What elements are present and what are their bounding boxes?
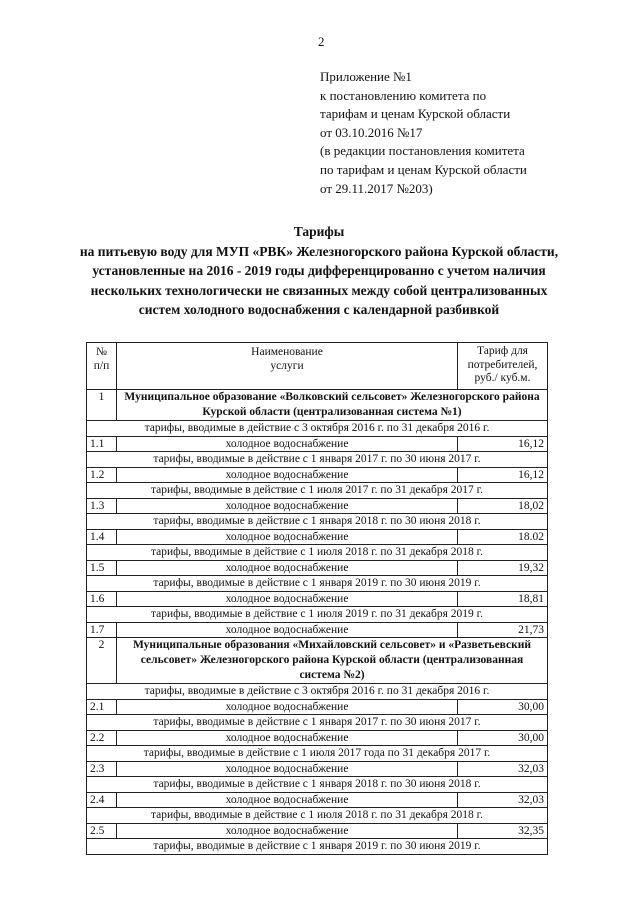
section-number: 2	[87, 638, 117, 684]
row-number: 1.5	[87, 560, 117, 576]
period-text: тарифы, вводимые в действие с 3 октября 2016 г. по 31 декабря 2016 г.	[87, 684, 548, 700]
tariff-value: 30,00	[458, 730, 548, 746]
period-text: тарифы, вводимые в действие с 1 января 2017 г. по 30 июня 2017 г.	[87, 715, 548, 731]
tariff-value: 30,00	[458, 699, 548, 715]
tariff-value: 16,12	[458, 467, 548, 483]
period-text: тарифы, вводимые в действие с 1 июля 2017 г. по 31 декабря 2017 г.	[87, 483, 548, 499]
period-text: тарифы, вводимые в действие с 3 октября 2016 г. по 31 декабря 2016 г.	[87, 421, 548, 437]
row-number: 1.2	[87, 467, 117, 483]
section-title: Муниципальные образования «Михайловский сельсовет» и «Разветьевский сельсовет» Железногорского района Курской области (централизованная система №2)	[117, 638, 548, 684]
service-name: холодное водоснабжение	[117, 529, 458, 545]
period-row	[87, 746, 548, 762]
period-row	[87, 808, 548, 824]
header-num: № п/п	[87, 343, 117, 390]
title-heading: Тарифы	[293, 224, 345, 239]
period-row	[87, 576, 548, 592]
period-row	[87, 545, 548, 561]
table-row	[87, 591, 548, 607]
service-name: холодное водоснабжение	[117, 622, 458, 638]
row-number: 1.1	[87, 436, 117, 452]
tariff-value: 18.02	[458, 529, 548, 545]
period-text: тарифы, вводимые в действие с 1 января 2018 г. по 30 июня 2018 г.	[87, 777, 548, 793]
table-row	[87, 529, 548, 545]
service-name: холодное водоснабжение	[117, 792, 458, 808]
table-row	[87, 730, 548, 746]
row-number: 2.4	[87, 792, 117, 808]
period-row	[87, 684, 548, 700]
table-row	[87, 560, 548, 576]
row-number: 1.4	[87, 529, 117, 545]
period-row	[87, 514, 548, 530]
tariff-value: 19,32	[458, 560, 548, 576]
service-name: холодное водоснабжение	[117, 591, 458, 607]
appendix-line: по тарифам и ценам Курской области	[320, 161, 527, 177]
service-name: холодное водоснабжение	[117, 436, 458, 452]
tariff-value: 16,12	[458, 436, 548, 452]
table-row	[87, 761, 548, 777]
period-row	[87, 421, 548, 437]
period-text: тарифы, вводимые в действие с 1 июля 2018 г. по 31 декабря 2018 г.	[87, 545, 548, 561]
tariff-value: 21,73	[458, 622, 548, 638]
row-number: 1.7	[87, 622, 117, 638]
appendix-line: от 03.10.2016 №17	[320, 124, 423, 140]
row-number: 2.2	[87, 730, 117, 746]
period-row	[87, 777, 548, 793]
service-name: холодное водоснабжение	[117, 699, 458, 715]
period-text: тарифы, вводимые в действие с 1 января 2019 г. по 30 июня 2019 г.	[87, 839, 548, 855]
row-number: 2.3	[87, 761, 117, 777]
row-number: 2.5	[87, 823, 117, 839]
table-row	[87, 823, 548, 839]
tariff-value: 32,35	[458, 823, 548, 839]
service-name: холодное водоснабжение	[117, 467, 458, 483]
period-row	[87, 607, 548, 623]
table-row	[87, 792, 548, 808]
period-text: тарифы, вводимые в действие с 1 января 2019 г. по 30 июня 2019 г.	[87, 576, 548, 592]
appendix-line: от 29.11.2017 №203)	[320, 180, 433, 196]
appendix-line: к постановлению комитета по	[320, 87, 487, 103]
row-number: 2.1	[87, 699, 117, 715]
tariff-value: 18,02	[458, 498, 548, 514]
service-name: холодное водоснабжение	[117, 730, 458, 746]
appendix-line: (в редакции постановления комитета	[320, 143, 525, 159]
table-row	[87, 699, 548, 715]
service-name: холодное водоснабжение	[117, 823, 458, 839]
table-row	[87, 467, 548, 483]
period-row	[87, 483, 548, 499]
period-text: тарифы, вводимые в действие с 1 января 2017 г. по 30 июня 2017 г.	[87, 452, 548, 468]
section-row	[87, 390, 548, 421]
period-row	[87, 715, 548, 731]
period-row	[87, 839, 548, 855]
section-title: Муниципальное образование «Волковский сельсовет» Железногорского района Курской области (централизованная система №1)	[117, 390, 548, 421]
row-number: 1.6	[87, 591, 117, 607]
period-text: тарифы, вводимые в действие с 1 января 2018 г. по 30 июня 2018 г.	[87, 514, 548, 530]
period-row	[87, 452, 548, 468]
period-text: тарифы, вводимые в действие с 1 июля 2017 года по 31 декабря 2017 г.	[87, 746, 548, 762]
table-row	[87, 622, 548, 638]
tariff-value: 18,81	[458, 591, 548, 607]
row-number: 1.3	[87, 498, 117, 514]
title-text: на питьевую воду для МУП «РВК» Железногорского района Курской области, установленные на 2016 - 2019 годы дифференцированно с учетом наличия нескольких технологически не связанных между собой централизованных систем холодного водоснабжения с календарной разбивкой	[79, 243, 559, 317]
document-title	[70, 222, 568, 320]
period-text: тарифы, вводимые в действие с 1 июля 2018 г. по 31 декабря 2018 г.	[87, 808, 548, 824]
table-header-row	[87, 343, 548, 390]
section-number: 1	[87, 390, 117, 421]
appendix-line: тарифам и ценам Курской области	[320, 106, 511, 122]
appendix-line: Приложение №1	[320, 69, 412, 84]
service-name: холодное водоснабжение	[117, 560, 458, 576]
table-row	[87, 498, 548, 514]
tariff-value: 32,03	[458, 761, 548, 777]
appendix-note	[320, 68, 527, 198]
period-text: тарифы, вводимые в действие с 1 июля 2019 г. по 31 декабря 2019 г.	[87, 607, 548, 623]
section-row	[87, 638, 548, 684]
page-number: 2	[318, 34, 325, 49]
table-row	[87, 436, 548, 452]
header-name: Наименование услуги	[117, 343, 458, 390]
header-value: Тариф для потребителей, руб./ куб.м.	[458, 343, 548, 390]
tariff-value: 32,03	[458, 792, 548, 808]
tariffs-table	[86, 342, 548, 855]
service-name: холодное водоснабжение	[117, 761, 458, 777]
service-name: холодное водоснабжение	[117, 498, 458, 514]
